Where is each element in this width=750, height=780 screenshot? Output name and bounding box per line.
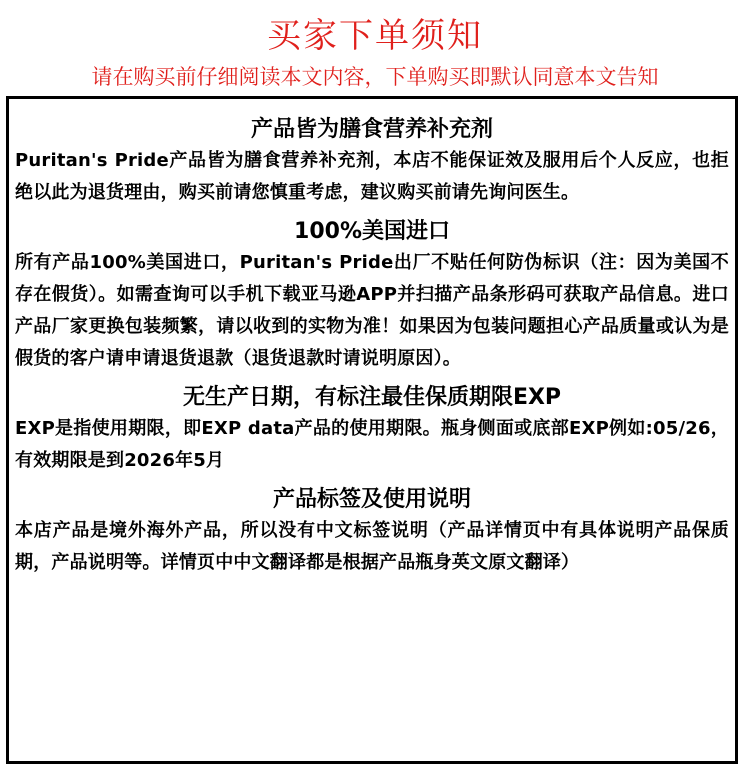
section-heading: 产品标签及使用说明 xyxy=(272,487,471,512)
page-title: 买家下单须知 xyxy=(267,16,483,56)
section-heading: 100%美国进口 xyxy=(294,219,450,244)
section-dietary-supplement xyxy=(15,115,729,209)
notice-box xyxy=(6,96,738,764)
section-heading: 产品皆为膳食营养补充剂 xyxy=(250,117,493,142)
section-us-import xyxy=(15,217,729,375)
section-expiry xyxy=(15,383,729,477)
section-body: 本店产品是境外海外产品，所以没有中文标签说明（产品详情页中有具体说明产品保质期，产品说明等。详情页中中文翻译都是根据产品瓶身英文原文翻译） xyxy=(15,520,729,573)
section-body: EXP是指使用期限，即EXP data产品的使用期限。瓶身侧面或底部EXP例如:05/26，有效期限是到2026年5月 xyxy=(15,418,729,471)
section-body: 所有产品100%美国进口，Puritan's Pride出厂不贴任何防伪标识（注：因为美国不存在假货）。如需查询可以手机下载亚马逊APP并扫描产品条形码可获取产品信息。进口产品厂家更换包装频繁，请以收到的实物为准！如果因为包装问题担心产品质量或认为是假货的客户请申请退货退款（退货退款时请说明原因）。 xyxy=(15,252,729,369)
section-heading: 无生产日期，有标注最佳保质期限EXP xyxy=(182,385,562,410)
section-body: Puritan's Pride产品皆为膳食营养补充剂，本店不能保证效及服用后个人反应，也拒绝以此为退货理由，购买前请您慎重考虑，建议购买前请先询问医生。 xyxy=(15,150,729,203)
page-subtitle: 请在购买前仔细阅读本文内容，下单购买即默认同意本文告知 xyxy=(91,65,659,89)
section-label-instructions xyxy=(15,485,729,579)
